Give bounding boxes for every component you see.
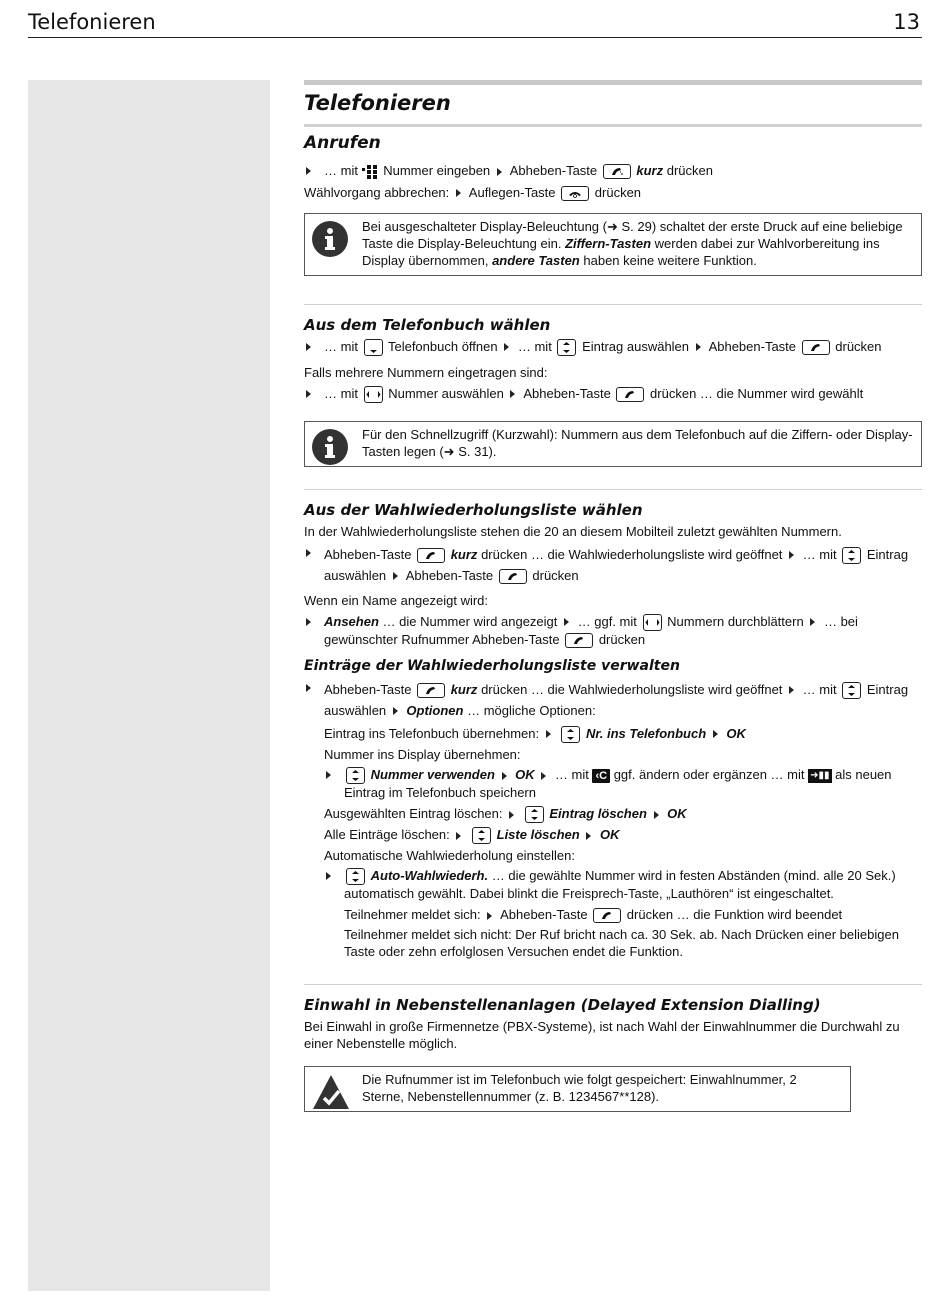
arrow-icon [509,811,514,819]
nav-down-key-icon [364,339,383,356]
arrow-icon [306,549,311,557]
arrow-icon [586,832,591,840]
running-header-title: Telefonieren [28,10,156,34]
option-telefonbuch: Eintrag ins Telefonbuch übernehmen: Nr. ins Telefonbuch OK [304,725,922,743]
info-icon [312,221,348,257]
info-icon [312,429,348,465]
section-title-wwl: Aus der Wahlwiederholungsliste wählen [304,500,643,519]
option-eintrag-loeschen: Ausgewählten Eintrag löschen: Eintrag löschen OK [304,805,922,823]
teilnehmer-meldet-sich-nicht: Teilnehmer meldet sich nicht: Der Ruf bricht nach ca. 30 Sek. ab. Nach Drücken einer beliebigen Taste oder zehn erfolglosen Versuchen endet die Funktion. [344,927,899,960]
nav-updown-key-icon [472,827,491,844]
tip-check-icon [312,1074,350,1110]
nav-updown-key-icon [346,767,365,784]
arrow-icon [546,730,551,738]
step-telefonbuch-2: … mit Nummer auswählen Abheben-Taste drücken … die Nummer wird gewählt [304,385,922,403]
arrow-icon [393,572,398,580]
nav-updown-key-icon [842,547,861,564]
arrow-ref-icon: ➜ [606,218,618,234]
section-title-einwahl: Einwahl in Nebenstellenanlagen (Delayed Extension Dialling) [304,996,821,1015]
info-note-display: Bei ausgeschalteter Display-Beleuchtung (➜ S. 29) schaltet der erste Druck auf eine beliebige Taste die Display-Beleuchtung ein. Ziffern-Tasten werden dabei zur Wahlvorbereitung ins Display übernommen, andere Tasten haben keine weitere Funktion. [304,213,922,276]
step-auto-wahlwiederh: Auto-Wahlwiederh. … die gewählte Nummer wird in festen Abständen (mind. alle 20 Sek.) automatisch gewählt. Dabei blinkt die Freisprech-Taste, „Lauthören“ ist eingeschaltet. [324,867,922,902]
arrow-icon [654,811,659,819]
nav-updown-key-icon [525,806,544,823]
nav-leftright-key-icon [364,386,383,403]
header-rule [28,37,922,38]
arrow-icon [306,684,311,692]
option-display: Nummer ins Display übernehmen: [324,746,521,762]
arrow-icon [456,189,461,197]
abort-line: Wählvorgang abbrechen: Auflegen-Taste drücken [304,184,642,200]
arrow-icon [306,167,311,175]
save-to-phonebook-icon: ➜▮▮ [810,769,830,781]
einwahl-intro: Bei Einwahl in große Firmennetze (PBX-Systeme), ist nach Wahl der Einwahlnummer die Durchwahl zu einer Nebenstelle möglich. [304,1019,900,1052]
step-anrufen: … mit Nummer eingeben Abheben-Taste kurz drücken [304,162,922,180]
multi-numbers-line: Falls mehrere Nummern eingetragen sind: [304,364,548,380]
step-wwl: Abheben-Taste kurz drücken … die Wahlwiederholungsliste wird geöffnet … mit Eintrag auswählen Abheben-Taste drücken [304,544,922,586]
arrow-icon [326,771,331,779]
arrow-icon [789,551,794,559]
arrow-icon [789,686,794,694]
step-wwl-2: Ansehen … die Nummer wird angezeigt … ggf. mit Nummern durchblättern … bei gewünschter Rufnummer Abheben-Taste drücken [304,613,922,648]
arrow-icon [306,390,311,398]
arrow-icon [502,772,507,780]
arrow-icon [306,343,311,351]
call-key-icon [417,683,445,698]
arrow-icon [393,707,398,715]
name-shown-line: Wenn ein Name angezeigt wird: [304,592,489,608]
clear-key-icon: ‹C [592,769,610,783]
option-liste-loeschen: Alle Einträge löschen: Liste löschen OK [304,826,922,844]
step-verwalten: Abheben-Taste kurz drücken … die Wahlwiederholungsliste wird geöffnet … mit Eintrag auswählen Optionen … mögliche Optionen: [304,679,922,721]
arrow-icon [326,872,331,880]
arrow-icon [504,343,509,351]
separator [304,304,922,305]
arrow-icon [713,730,718,738]
arrow-icon [810,618,815,626]
call-key-icon [499,569,527,584]
info-note-kurzwahl: Für den Schnellzugriff (Kurzwahl): Nummern aus dem Telefonbuch auf die Ziffern- oder Display-Tasten legen (➜ S. 31). [304,421,922,467]
arrow-icon [487,912,492,920]
section-title-anrufen: Anrufen [304,133,381,153]
nav-updown-key-icon [557,339,576,356]
separator [304,489,922,490]
section-bar [304,124,922,127]
nav-updown-key-icon [346,868,365,885]
call-key-icon [616,387,644,402]
arrow-icon [564,618,569,626]
call-key-icon [565,633,593,648]
nav-leftright-key-icon [643,614,662,631]
keypad-icon [362,164,380,180]
call-key-icon [593,908,621,923]
teilnehmer-meldet-sich: Teilnehmer meldet sich: Abheben-Taste drücken … die Funktion wird beendet [344,907,843,923]
chapter-title: Telefonieren [304,91,451,115]
sidebar-panel [28,80,270,1291]
section-title-telefonbuch: Aus dem Telefonbuch wählen [304,315,551,334]
separator [304,984,922,985]
subsection-title-verwalten: Einträge der Wahlwiederholungsliste verwalten [304,657,680,674]
option-auto-wahlwiederholung: Automatische Wahlwiederholung einstellen: [324,848,575,864]
arrow-icon [696,343,701,351]
main-content [304,80,922,1112]
end-key-icon [561,186,589,201]
step-nummer-verwenden: Nummer verwenden OK … mit ‹C ggf. ändern oder ergänzen … mit ➜▮▮ als neuen Eintrag im Telefonbuch speichern [324,766,922,801]
call-key-icon [802,340,830,355]
chapter-bar [304,80,922,85]
arrow-icon [497,168,502,176]
nav-updown-key-icon [561,726,580,743]
arrow-icon [306,618,311,626]
wwl-intro: In der Wahlwiederholungsliste stehen die 20 an diesem Mobilteil zuletzt gewählten Nummern. [304,523,842,539]
arrow-icon [510,390,515,398]
call-key-icon [603,164,631,179]
nav-updown-key-icon [842,682,861,699]
page-number: 13 [893,10,920,34]
arrow-ref-icon: ➜ [443,443,455,459]
step-telefonbuch: … mit Telefonbuch öffnen … mit Eintrag auswählen Abheben-Taste drücken [304,338,922,356]
arrow-icon [456,832,461,840]
tip-note-einwahl: Die Rufnummer ist im Telefonbuch wie folgt gespeichert: Einwahlnummer, 2 Sterne, Nebenstellennummer (z. B. 1234567**128). [304,1066,851,1112]
call-key-icon [417,548,445,563]
arrow-icon [541,772,546,780]
